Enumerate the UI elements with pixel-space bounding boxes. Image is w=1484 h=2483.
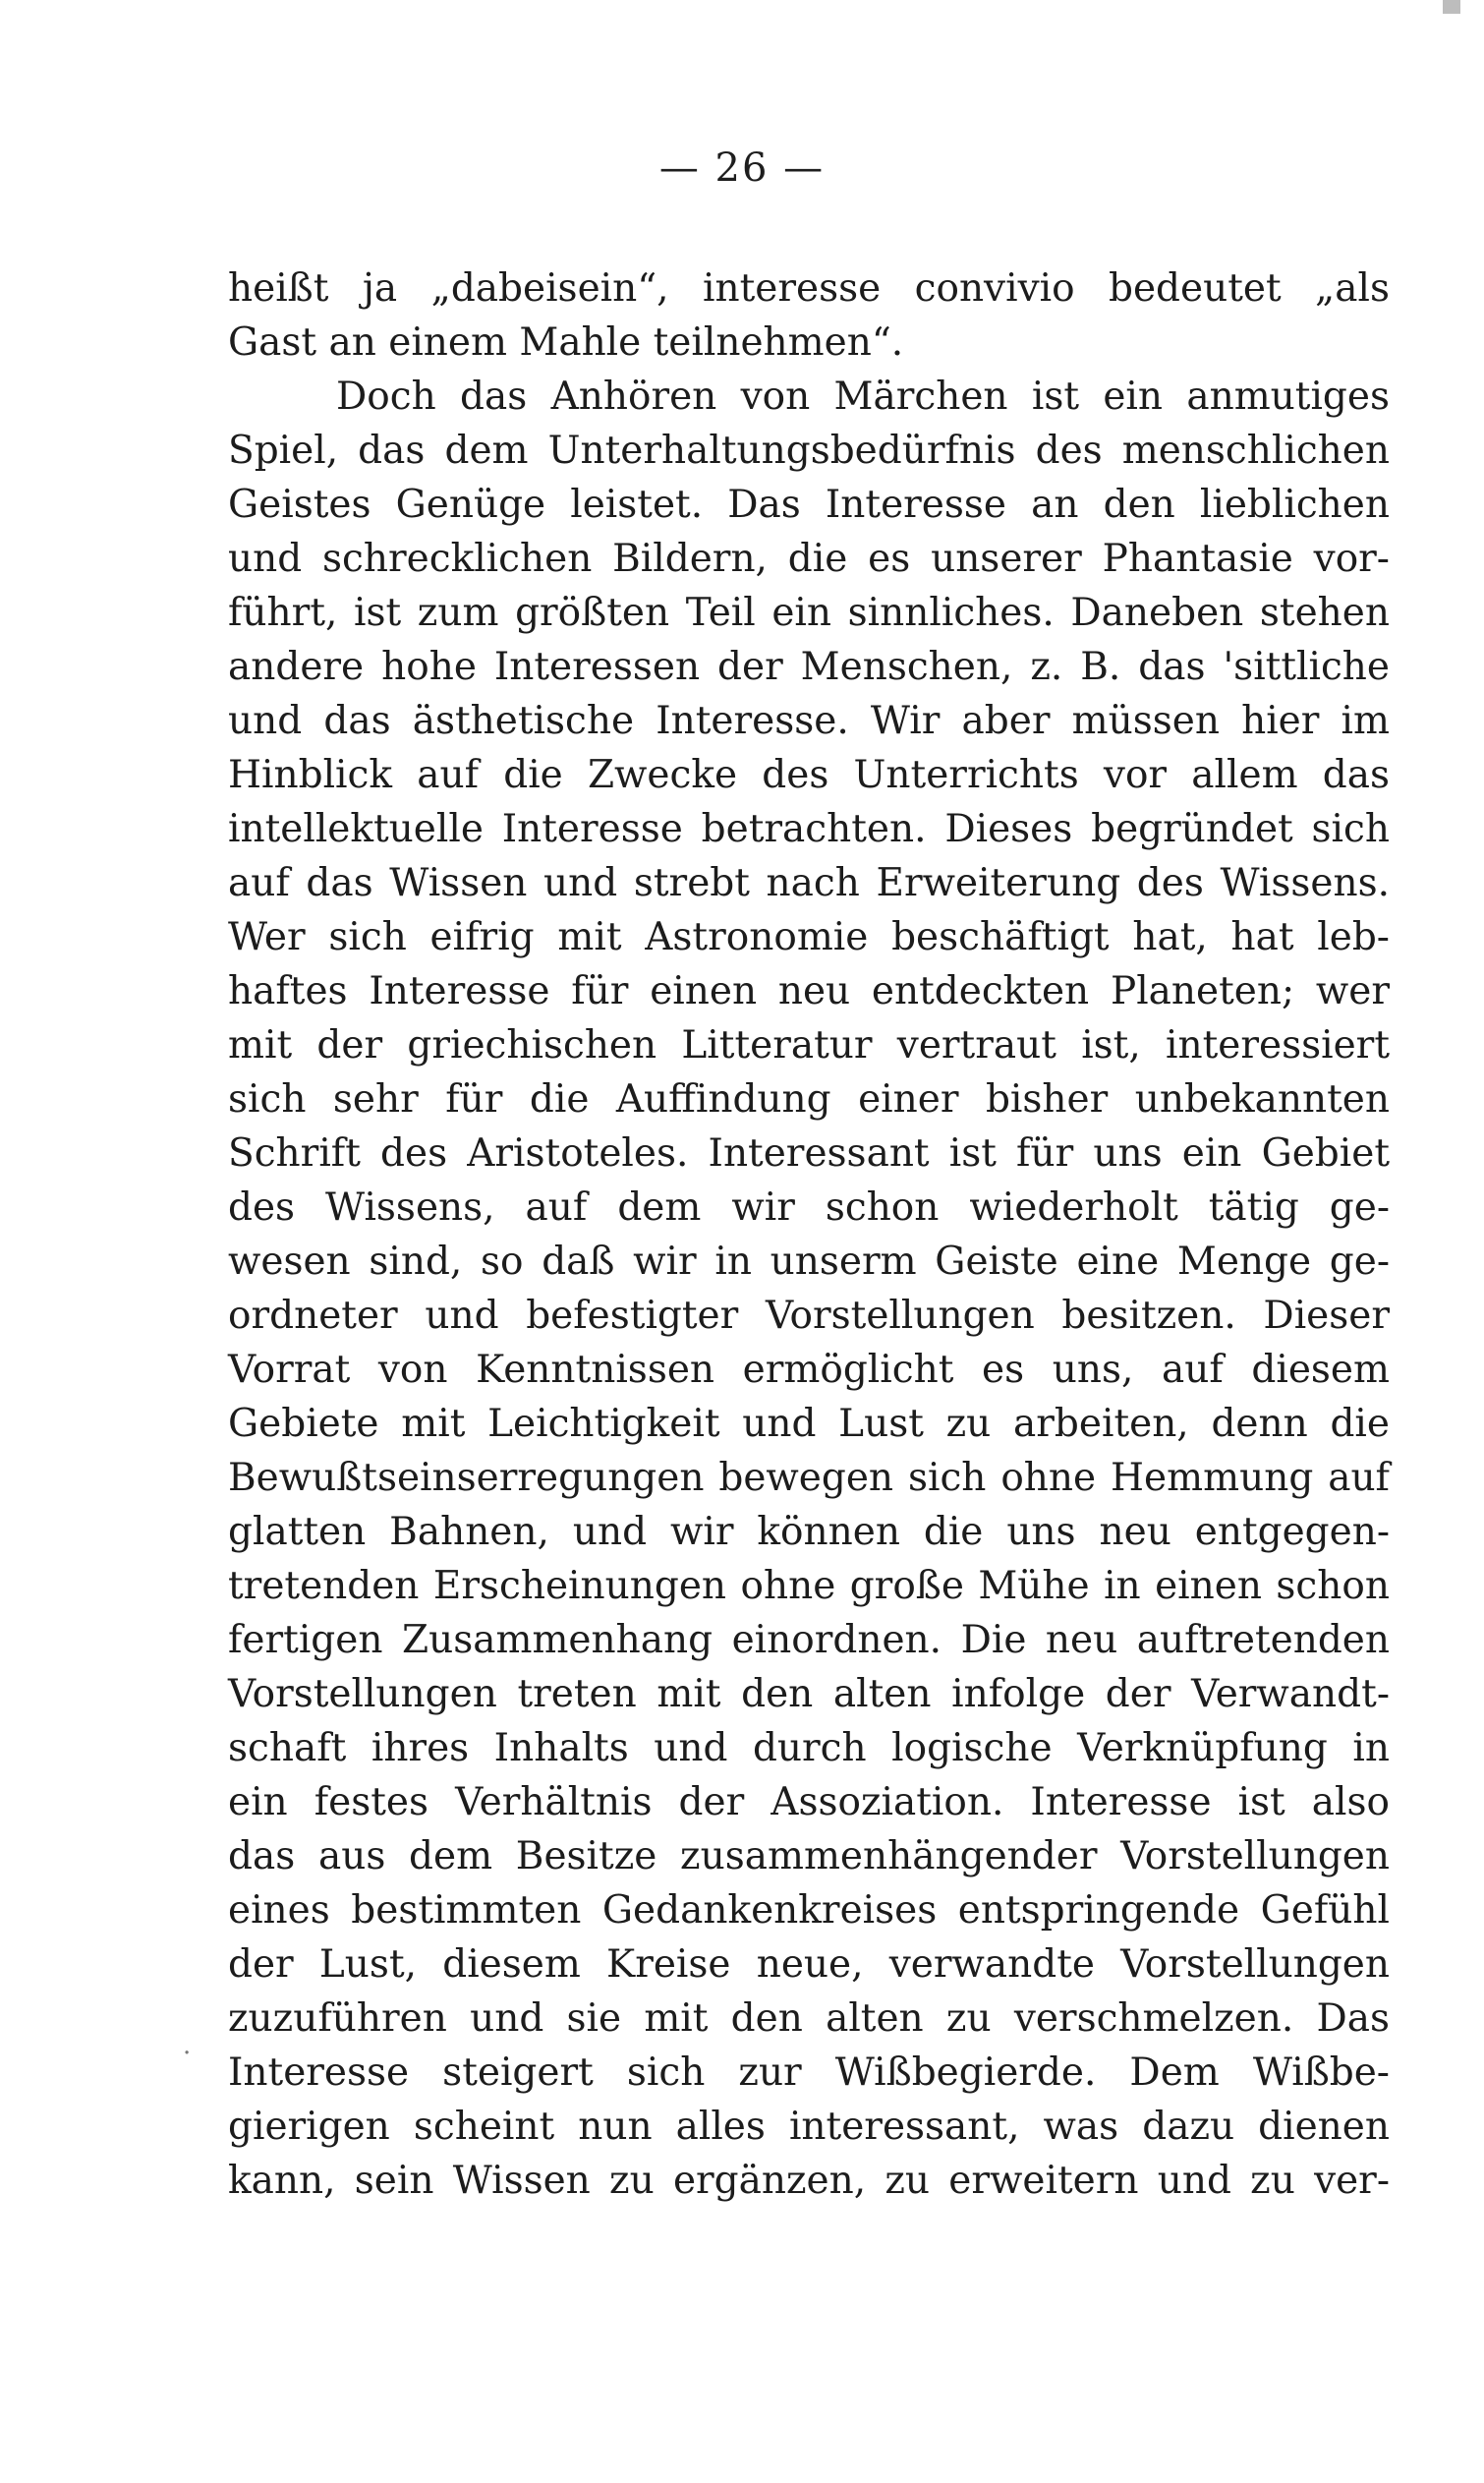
text-line: des Wissens, auf dem wir schon wiederholt tätig ge- <box>228 1185 1390 1230</box>
text-line: führt, ist zum größten Teil ein sinnliches. Daneben stehen <box>228 591 1390 635</box>
text-line: Spiel, das dem Unterhaltungsbedürfnis des menschlichen <box>228 429 1390 473</box>
text-line: andere hohe Interessen der Menschen, z. B. das 'sittliche <box>228 645 1390 689</box>
text-line: der Lust, diesem Kreise neue, verwandte Vorstellungen <box>228 1942 1390 1987</box>
text-line: Gast an einem Mahle teilnehmen“. <box>228 320 904 365</box>
text-line: zuzuführen und sie mit den alten zu verschmelzen. Das <box>228 1996 1390 2041</box>
paragraph-first-line: Doch das Anhören von Märchen ist ein anmutiges <box>336 375 1390 419</box>
text-line: Gebiete mit Leichtigkeit und Lust zu arbeiten, denn die <box>228 1402 1390 1446</box>
text-line: Vorrat von Kenntnissen ermöglicht es uns, auf diesem <box>228 1348 1390 1392</box>
text-line: mit der griechischen Litteratur vertraut ist, interessiert <box>228 1023 1390 1068</box>
text-line: ordneter und befestigter Vorstellungen besitzen. Dieser <box>228 1294 1390 1338</box>
text-line: fertigen Zusammenhang einordnen. Die neu auftretenden <box>228 1618 1390 1662</box>
text-line: sich sehr für die Auffindung einer bisher unbekannten <box>228 1077 1390 1122</box>
text-line: das aus dem Besitze zusammenhängender Vorstellungen <box>228 1834 1390 1878</box>
text-line: Interesse steigert sich zur Wißbegierde. Dem Wißbe- <box>228 2050 1390 2095</box>
margin-mark: · <box>183 2039 192 2068</box>
page-number: — 26 — <box>658 145 826 191</box>
text-line: und das ästhetische Interesse. Wir aber müssen hier im <box>228 699 1390 743</box>
scan-corner-mark <box>1443 0 1460 14</box>
text-line: kann, sein Wissen zu ergänzen, zu erweitern und zu ver- <box>228 2159 1390 2203</box>
text-line: und schrecklichen Bildern, die es unserer Phantasie vor- <box>228 537 1390 581</box>
text-line: intellektuelle Interesse betrachten. Dieses begründet sich <box>228 807 1390 851</box>
text-line: schaft ihres Inhalts und durch logische Verknüpfung in <box>228 1726 1390 1770</box>
text-line: heißt ja „dabeisein“, interesse convivio bedeutet „als <box>228 266 1390 311</box>
text-line: Geistes Genüge leistet. Das Interesse an den lieblichen <box>228 483 1390 527</box>
text-line: Hinblick auf die Zwecke des Unterrichts vor allem das <box>228 753 1390 797</box>
text-line: wesen sind, so daß wir in unserm Geiste eine Menge ge- <box>228 1240 1390 1284</box>
text-line: Wer sich eifrig mit Astronomie beschäftigt hat, hat leb- <box>228 915 1390 959</box>
text-line: tretenden Erscheinungen ohne große Mühe in einen schon <box>228 1564 1390 1608</box>
text-line: Schrift des Aristoteles. Interessant ist für uns ein Gebiet <box>228 1131 1390 1176</box>
text-line: Vorstellungen treten mit den alten infolge der Verwandt- <box>228 1672 1390 1716</box>
text-line: glatten Bahnen, und wir können die uns neu entgegen- <box>228 1510 1390 1554</box>
text-line: gierigen scheint nun alles interessant, was dazu dienen <box>228 2105 1390 2149</box>
text-line: auf das Wissen und strebt nach Erweiterung des Wissens. <box>228 861 1390 905</box>
text-line: eines bestimmten Gedankenkreises entspringende Gefühl <box>228 1888 1390 1933</box>
text-line: Bewußtseinserregungen bewegen sich ohne Hemmung auf <box>228 1456 1390 1500</box>
text-line: ein festes Verhältnis der Assoziation. Interesse ist also <box>228 1780 1390 1824</box>
text-line: haftes Interesse für einen neu entdeckten Planeten; wer <box>228 969 1390 1013</box>
